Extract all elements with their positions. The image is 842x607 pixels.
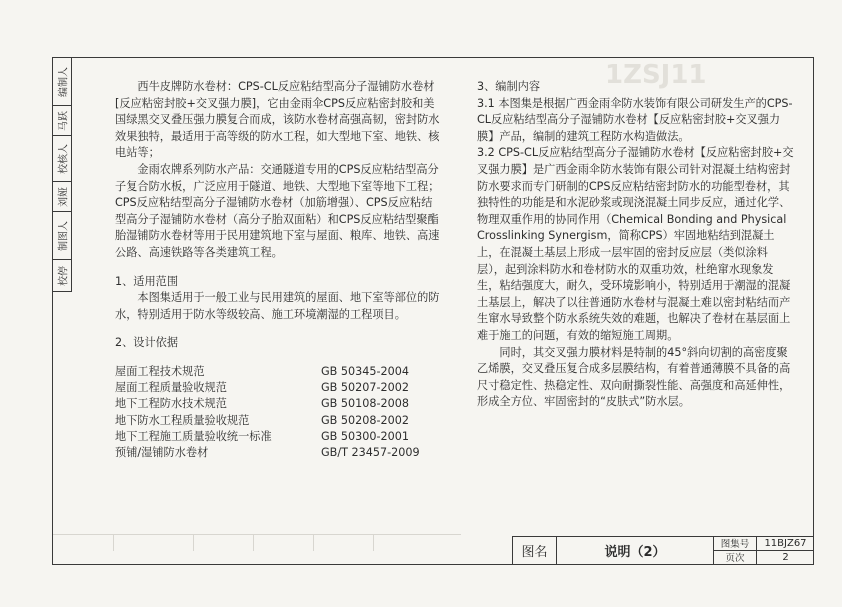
side-label-drafter: 制图人 xyxy=(58,220,70,251)
drawing-frame xyxy=(52,57,814,565)
title-label: 图名 xyxy=(521,545,548,560)
standard-code: GB 50207-2002 xyxy=(321,381,409,395)
side-label-drafter-sign: 校停 xyxy=(58,266,70,286)
table-row xyxy=(115,413,420,429)
title-label-cell xyxy=(513,537,557,564)
signature-strip xyxy=(53,58,72,292)
left-column xyxy=(115,79,441,461)
section-2-heading: 2、设计依据 xyxy=(115,336,179,350)
page-title: 说明（2） xyxy=(604,545,666,560)
intro-paragraph-2: 金雨农牌系列防水产品：交通隧道专用的CPS反应粘结型高分子复合防水板，广泛应用于隧道、地铁、大型地下室等地下工程；CPS反应粘结型高分子湿铺防水卷材（加筋增强）、CPS反应粘结型高分子湿铺防水卷材（高分子胎双面粘）和CPS反应粘结型聚酯胎湿铺防水卷材等用于民用建筑地下室与屋面、粮库、地铁、高速公路、高速铁路等各类建筑工程。 xyxy=(115,162,440,259)
side-cell-drafter-sign xyxy=(53,260,71,292)
atlas-number: 11BJZ67 xyxy=(764,537,807,549)
paragraph-3-1: 3.1 本图集是根据广西金雨伞防水装饰有限公司研发生产的CPS-CL反应粘结型高分子湿铺防水卷材【反应粘密封胶+交叉强力膜】产品，编制的建筑工程防水构造做法。 xyxy=(477,96,793,143)
standard-name: 地下工程防水技术规范 xyxy=(115,397,227,411)
page-number-label: 页次 xyxy=(725,553,745,565)
side-cell-drafter xyxy=(53,212,71,260)
side-label-editor: 编制人 xyxy=(58,66,70,97)
standard-name: 屋面工程质量验收规范 xyxy=(115,381,227,395)
table-row xyxy=(115,445,420,461)
table-row xyxy=(115,380,420,396)
intro-paragraph-1: 西牛皮牌防水卷材：CPS-CL反应粘结型高分子湿铺防水卷材[反应粘密封胶+交叉强力膜]，它由金雨伞CPS反应粘密封胶和美国绿黑交叉叠压强力膜复合而成，该防水卷材高强高韧，密封防水效果独特，最适用于高等级的防水工程，如大型地下室、地铁、核电站等； xyxy=(115,80,440,160)
standard-name: 预铺/湿铺防水卷材 xyxy=(115,445,209,459)
meta-label-cell xyxy=(714,537,757,564)
standard-code: GB/T 23457-2009 xyxy=(321,445,420,459)
side-cell-checker xyxy=(53,136,71,182)
faint-bottom-row xyxy=(53,534,461,551)
section-3-heading: 3、编制内容 xyxy=(477,80,541,93)
paragraph-3-3: 同时，其交叉强力膜材料是特制的45°斜向切割的高密度聚乙烯膜，交叉叠压复合成多层膜结构，有着普通薄膜不具备的高尺寸稳定性、热稳定性、双向耐撕裂性能、高强度和高延伸性，形成全方位、牢固密封的“皮肤式”防水层。 xyxy=(477,345,791,409)
standard-name: 地下工程施工质量验收统一标准 xyxy=(115,429,272,443)
page-number: 2 xyxy=(782,551,789,563)
standards-table xyxy=(115,364,420,461)
side-label-checker: 校核人 xyxy=(58,143,70,174)
bleed-through-watermark: 1ZSJ11 xyxy=(605,60,707,90)
right-column xyxy=(477,79,795,411)
standard-code: GB 50300-2001 xyxy=(321,429,409,443)
atlas-number-value-cell xyxy=(757,537,814,551)
paragraph-3-2: 3.2 CPS-CL反应粘结型高分子湿铺防水卷材【反应粘密封胶+交叉强力膜】是广西金雨伞防水装饰有限公司针对混凝土结构密封防水要求而专门研制的CPS反应粘结密封防水的功能型卷材，其独特性的功能是和水泥砂浆或现浇混凝土同步反应，通过化学、物理双重作用的协同作用（Chemical Bonding and Physical Crosslinking Synergism，简称CPS）牢固地粘结到混凝土上，在混凝土基层上形成一层牢固的密封反应层（类似涂料层），起到涂料防水和卷材防水的双重功效，杜绝窜水现象发生，粘结强度大，耐久，受环境影响小，特别适用于潮湿的混凝土基层上，解决了以往普通防水卷材与混凝土难以密封粘结而产生窜水导致整个防水系统失效的难题，也解决了卷材在基层面上难于施工的问题，有效的缩短施工周期。 xyxy=(477,146,794,342)
title-cell xyxy=(557,537,714,564)
table-row xyxy=(115,429,420,445)
page-number-value-cell xyxy=(757,551,814,565)
side-label-checker-sign: 刘娅 xyxy=(58,186,70,207)
side-cell-editor xyxy=(53,58,71,106)
side-label-editor-sign: 马跃 xyxy=(58,110,70,131)
standard-name: 地下防水工程质量验收规范 xyxy=(115,413,250,427)
section-1-body: 本图集适用于一般工业与民用建筑的屋面、地下室等部位的防水，特别适用于防水等级较高、施工环境潮湿的工程项目。 xyxy=(115,291,440,321)
standard-code: GB 50345-2004 xyxy=(321,364,409,378)
atlas-number-label: 图集号 xyxy=(720,539,750,551)
section-1-heading: 1、适用范围 xyxy=(115,274,179,288)
page-number-label-cell xyxy=(714,551,756,565)
atlas-number-label-cell xyxy=(714,537,756,551)
meta-value-cell xyxy=(757,537,814,564)
side-cell-editor-sign xyxy=(53,106,71,136)
table-row xyxy=(115,396,420,412)
side-cell-checker-sign xyxy=(53,182,71,212)
standard-name: 屋面工程技术规范 xyxy=(115,364,205,378)
standard-code: GB 50108-2008 xyxy=(321,397,409,411)
standard-code: GB 50208-2002 xyxy=(321,413,409,427)
title-block xyxy=(512,536,814,564)
table-row xyxy=(115,364,420,380)
